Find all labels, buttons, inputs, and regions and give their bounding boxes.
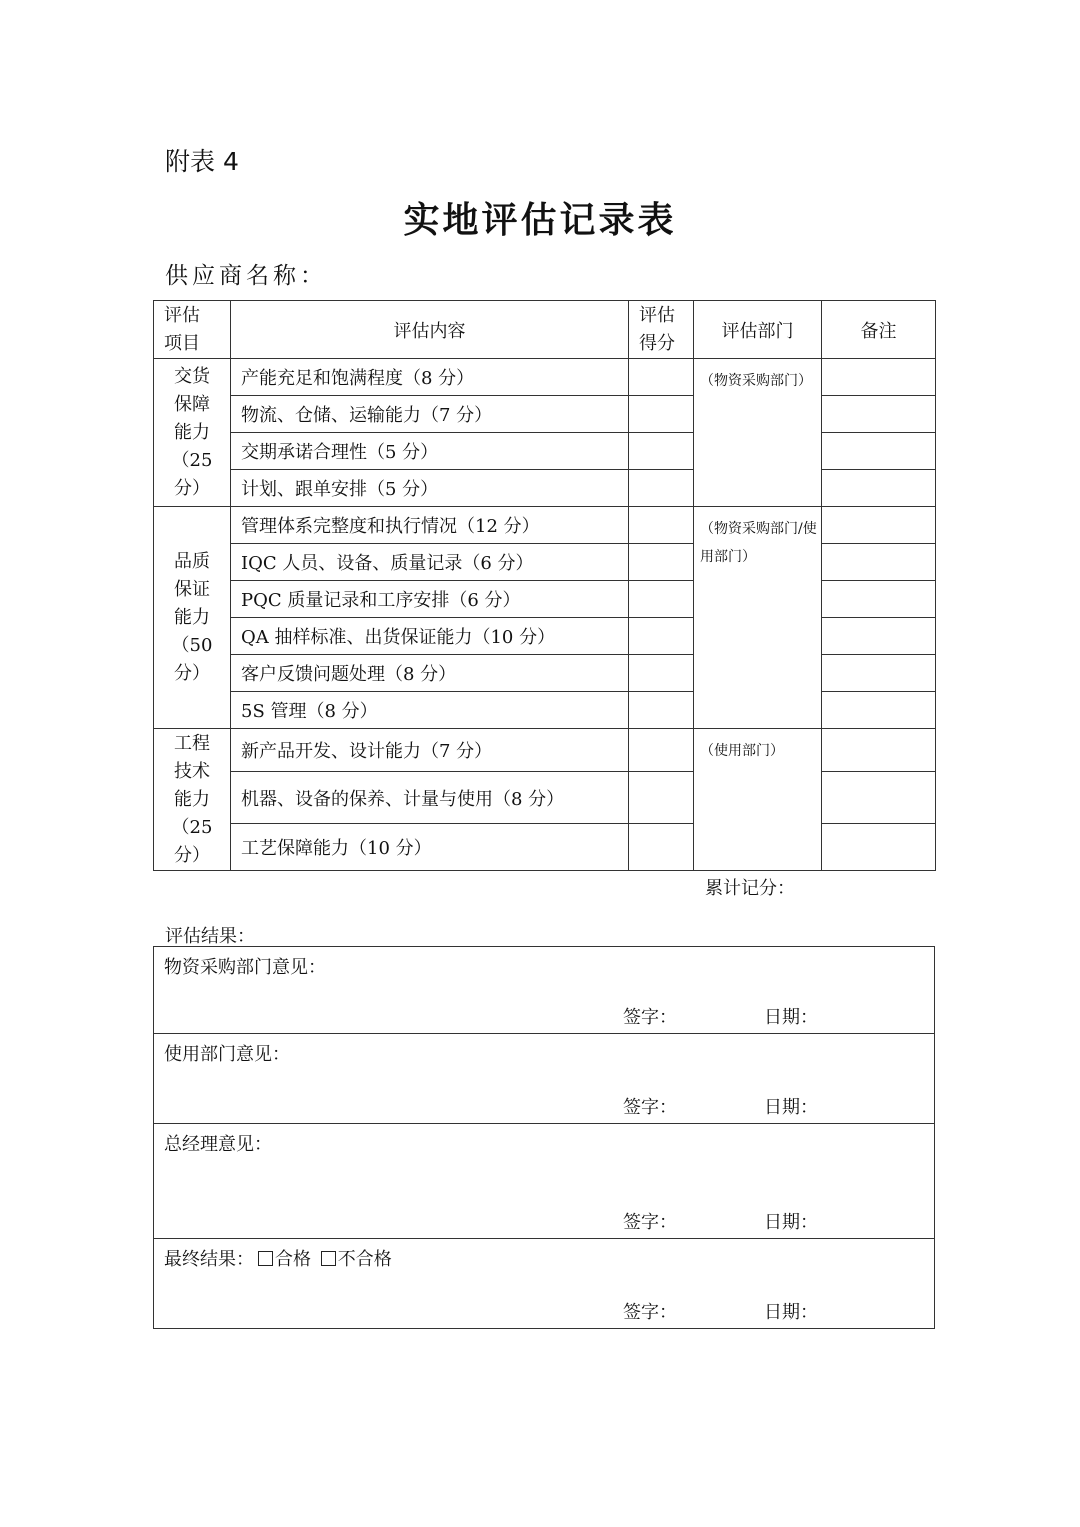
header-content: 评估内容 xyxy=(231,301,629,359)
score-cell[interactable] xyxy=(629,618,694,655)
total-score-label: 累计记分： xyxy=(705,878,795,899)
opinion-cell-purchasing[interactable] xyxy=(154,947,935,1034)
score-cell[interactable] xyxy=(629,544,694,581)
dept-cell: （物资采购部门/使用部门） xyxy=(694,507,822,729)
header-score xyxy=(629,301,694,359)
date-label: 日期： xyxy=(764,1302,818,1323)
content-cell: 交期承诺合理性（5 分） xyxy=(231,433,629,470)
final-result-row xyxy=(154,1239,935,1329)
category-quality xyxy=(154,507,231,729)
remark-cell[interactable] xyxy=(822,433,936,470)
date-label: 日期： xyxy=(764,1212,818,1233)
dept-cell: （使用部门） xyxy=(694,729,822,871)
header-item-line: 评估 xyxy=(164,304,200,326)
content-cell: 机器、设备的保养、计量与使用（8 分） xyxy=(231,772,629,824)
table-row xyxy=(154,359,936,396)
score-cell[interactable] xyxy=(629,507,694,544)
opinion-label: 使用部门意见： xyxy=(164,1044,290,1065)
score-cell[interactable] xyxy=(629,470,694,507)
category-line: 交货 xyxy=(174,365,210,387)
signature-label: 签字： xyxy=(623,1212,677,1233)
signature-label: 签字： xyxy=(623,1302,677,1323)
content-cell: 物流、仓储、运输能力（7 分） xyxy=(231,396,629,433)
category-line: （25 xyxy=(171,816,213,838)
remark-cell[interactable] xyxy=(822,618,936,655)
remark-cell[interactable] xyxy=(822,729,936,772)
evaluation-result-label: 评估结果： xyxy=(165,926,255,947)
content-cell: IQC 人员、设备、质量记录（6 分） xyxy=(231,544,629,581)
page-title: 实地评估记录表 xyxy=(403,200,677,241)
final-result-line xyxy=(164,1245,392,1271)
result-table xyxy=(153,946,935,1329)
fail-option-label: 不合格 xyxy=(337,1249,392,1270)
score-cell[interactable] xyxy=(629,433,694,470)
opinion-label: 物资采购部门意见： xyxy=(164,957,326,978)
category-line: 能力 xyxy=(174,421,210,443)
category-engineering xyxy=(154,729,231,871)
content-cell: 5S 管理（8 分） xyxy=(231,692,629,729)
table-header-row xyxy=(154,301,936,359)
header-item xyxy=(154,301,231,359)
score-cell[interactable] xyxy=(629,729,694,772)
content-cell: 工艺保障能力（10 分） xyxy=(231,824,629,871)
header-dept: 评估部门 xyxy=(694,301,822,359)
evaluation-table xyxy=(153,300,936,871)
remark-cell[interactable] xyxy=(822,655,936,692)
category-line: 保证 xyxy=(174,578,210,600)
signature-label: 签字： xyxy=(623,1007,677,1028)
opinion-label: 总经理意见： xyxy=(164,1134,272,1155)
dept-cell: （物资采购部门） xyxy=(694,359,822,507)
supplier-name-label: 供应商名称： xyxy=(165,263,327,289)
category-line: 分） xyxy=(174,662,210,684)
remark-cell[interactable] xyxy=(822,470,936,507)
remark-cell[interactable] xyxy=(822,359,936,396)
fail-checkbox[interactable] xyxy=(321,1251,336,1266)
category-delivery xyxy=(154,359,231,507)
opinion-cell-general-manager[interactable] xyxy=(154,1124,935,1239)
header-score-line: 评估 xyxy=(639,304,675,326)
category-line: （50 xyxy=(171,634,213,656)
annex-label: 附表 4 xyxy=(165,147,239,176)
header-remark: 备注 xyxy=(822,301,936,359)
pass-option-label: 合格 xyxy=(275,1249,311,1270)
date-label: 日期： xyxy=(764,1007,818,1028)
score-cell[interactable] xyxy=(629,692,694,729)
remark-cell[interactable] xyxy=(822,581,936,618)
content-cell: 客户反馈问题处理（8 分） xyxy=(231,655,629,692)
remark-cell[interactable] xyxy=(822,507,936,544)
content-cell: PQC 质量记录和工序安排（6 分） xyxy=(231,581,629,618)
remark-cell[interactable] xyxy=(822,772,936,824)
category-line: 分） xyxy=(174,844,210,866)
header-item-line: 项目 xyxy=(164,332,200,354)
final-result-label: 最终结果： xyxy=(164,1249,254,1270)
category-line: 品质 xyxy=(174,550,210,572)
score-cell[interactable] xyxy=(629,396,694,433)
opinion-cell-user-dept[interactable] xyxy=(154,1034,935,1124)
content-cell: 产能充足和饱满程度（8 分） xyxy=(231,359,629,396)
category-line: 能力 xyxy=(174,788,210,810)
table-row xyxy=(154,729,936,772)
category-line: （25 xyxy=(171,449,213,471)
remark-cell[interactable] xyxy=(822,544,936,581)
score-cell[interactable] xyxy=(629,655,694,692)
remark-cell[interactable] xyxy=(822,824,936,871)
score-cell[interactable] xyxy=(629,359,694,396)
content-cell: 管理体系完整度和执行情况（12 分） xyxy=(231,507,629,544)
category-line: 技术 xyxy=(174,760,210,782)
pass-checkbox[interactable] xyxy=(258,1251,273,1266)
table-row xyxy=(154,507,936,544)
opinion-row xyxy=(154,1034,935,1124)
content-cell: 新产品开发、设计能力（7 分） xyxy=(231,729,629,772)
header-score-line: 得分 xyxy=(639,332,675,354)
score-cell[interactable] xyxy=(629,824,694,871)
opinion-row xyxy=(154,1124,935,1239)
category-line: 能力 xyxy=(174,606,210,628)
category-line: 分） xyxy=(174,477,210,499)
category-line: 保障 xyxy=(174,393,210,415)
content-cell: 计划、跟单安排（5 分） xyxy=(231,470,629,507)
date-label: 日期： xyxy=(764,1097,818,1118)
final-result-cell xyxy=(154,1239,935,1329)
score-cell[interactable] xyxy=(629,581,694,618)
signature-label: 签字： xyxy=(623,1097,677,1118)
opinion-row xyxy=(154,947,935,1034)
score-cell[interactable] xyxy=(629,772,694,824)
remark-cell[interactable] xyxy=(822,692,936,729)
category-line: 工程 xyxy=(174,732,210,754)
remark-cell[interactable] xyxy=(822,396,936,433)
content-cell: QA 抽样标准、出货保证能力（10 分） xyxy=(231,618,629,655)
